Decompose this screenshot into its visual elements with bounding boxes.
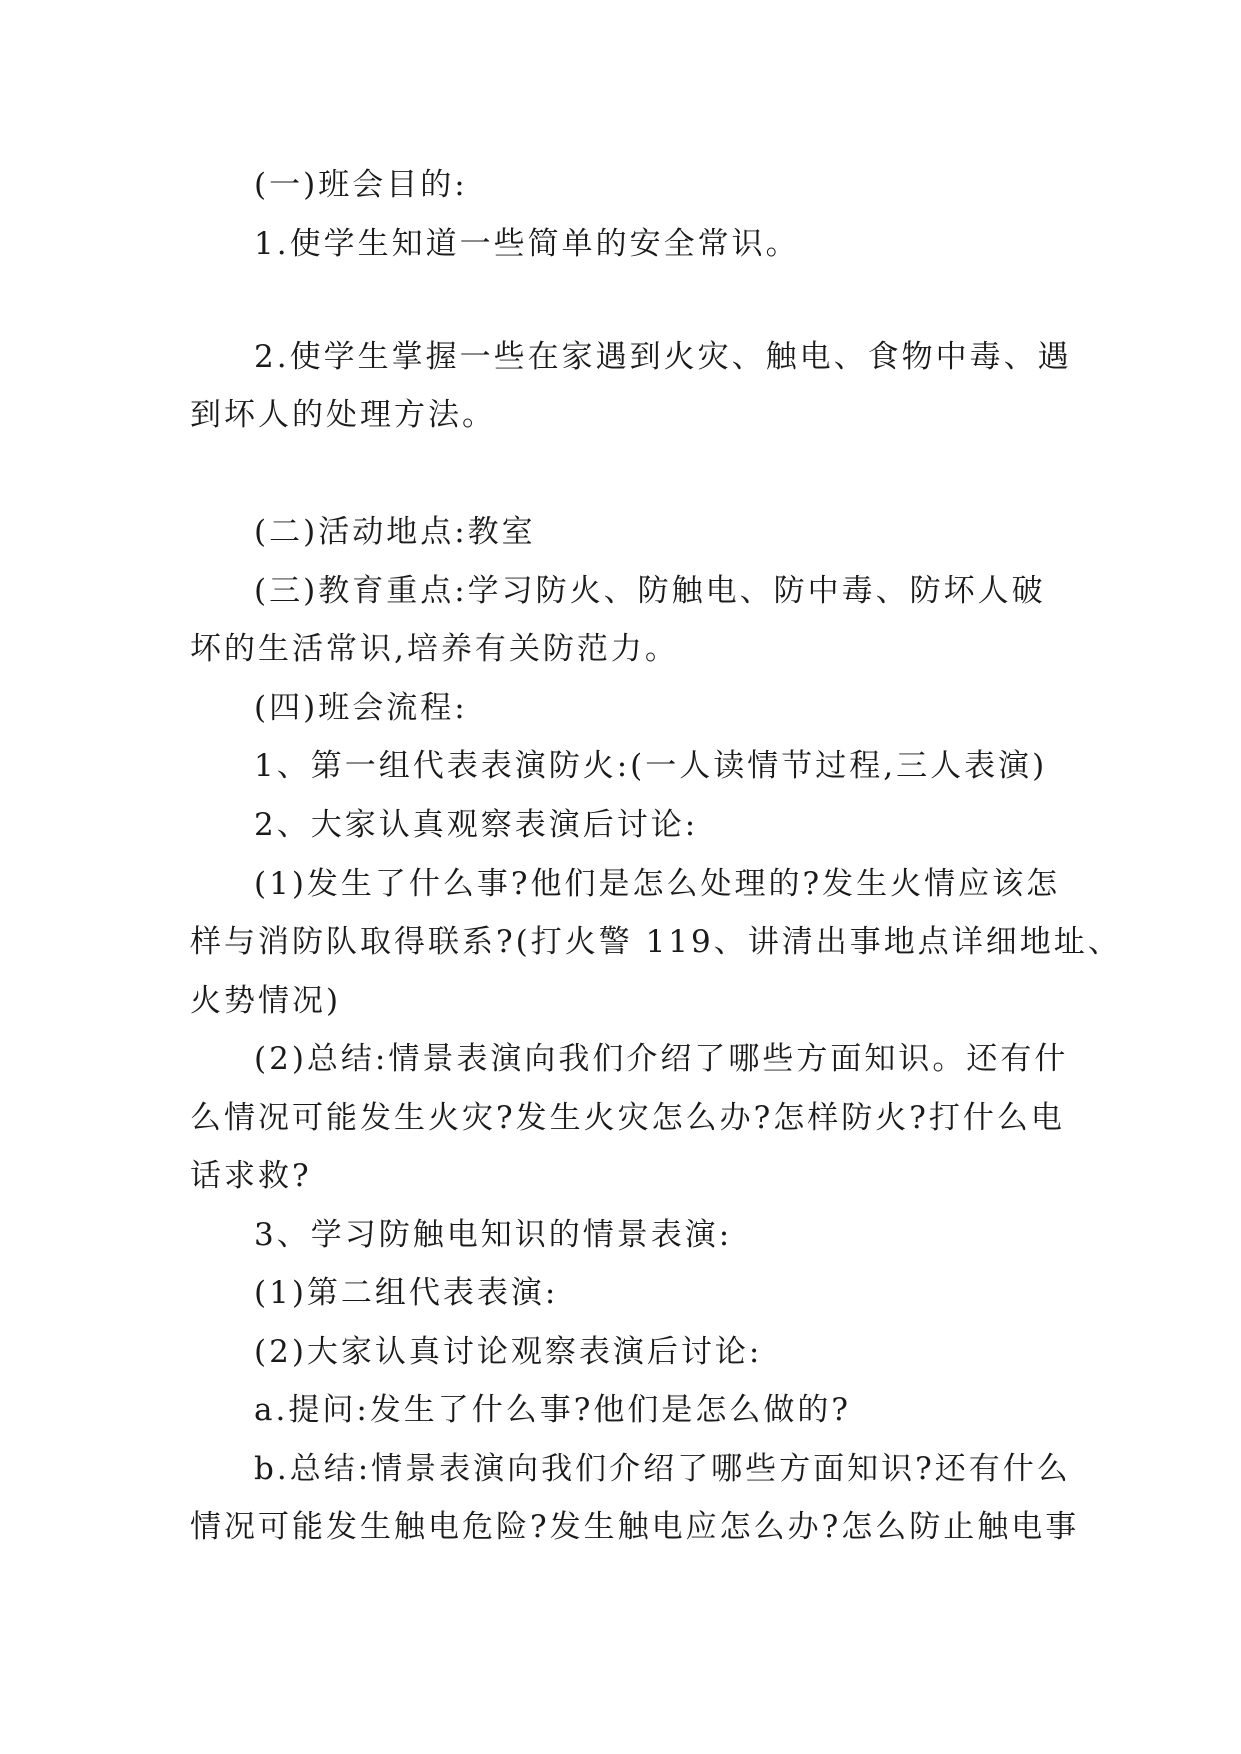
paragraph-line: 1、第一组代表表演防火:(一人读情节过程,三人表演) — [254, 748, 1048, 784]
paragraph-line: 样与消防队取得联系?(打火警 119、讲清出事地点详细地址、 — [190, 924, 1122, 960]
paragraph-line: (2)总结:情景表演向我们介绍了哪些方面知识。还有什 — [254, 1041, 1069, 1077]
paragraph-line: 3、学习防触电知识的情景表演: — [254, 1217, 733, 1253]
paragraph-line: 2、大家认真观察表演后讨论: — [254, 807, 699, 843]
paragraph-line: 火势情况) — [190, 983, 342, 1019]
paragraph-line: 情况可能发生触电危险?发生触电应怎么办?怎么防止触电事 — [190, 1509, 1080, 1545]
paragraph-line: b.总结:情景表演向我们介绍了哪些方面知识?还有什么 — [254, 1451, 1071, 1487]
paragraph-line: 1.使学生知道一些简单的安全常识。 — [254, 226, 800, 262]
paragraph-line: 坏的生活常识,培养有关防范力。 — [190, 631, 679, 667]
paragraph-line: (1)第二组代表表演: — [254, 1275, 559, 1311]
paragraph-line: (1)发生了什么事?他们是怎么处理的?发生火情应该怎 — [254, 866, 1061, 902]
section-heading-focus: (三)教育重点:学习防火、防触电、防中毒、防坏人破 — [254, 573, 1046, 609]
paragraph-line: 2.使学生掌握一些在家遇到火灾、触电、食物中毒、遇 — [254, 339, 1072, 375]
paragraph-line: 么情况可能发生火灾?发生火灾怎么办?怎样防火?打什么电 — [190, 1100, 1065, 1136]
paragraph-line: a.提问:发生了什么事?他们是怎么做的? — [254, 1392, 852, 1428]
paragraph-line: 到坏人的处理方法。 — [190, 397, 496, 433]
section-heading-purpose: (一)班会目的: — [254, 167, 468, 203]
section-heading-location: (二)活动地点:教室 — [254, 514, 536, 550]
section-heading-procedure: (四)班会流程: — [254, 690, 468, 726]
paragraph-line: 话求救? — [190, 1158, 312, 1194]
paragraph-line: (2)大家认真讨论观察表演后讨论: — [254, 1334, 763, 1370]
